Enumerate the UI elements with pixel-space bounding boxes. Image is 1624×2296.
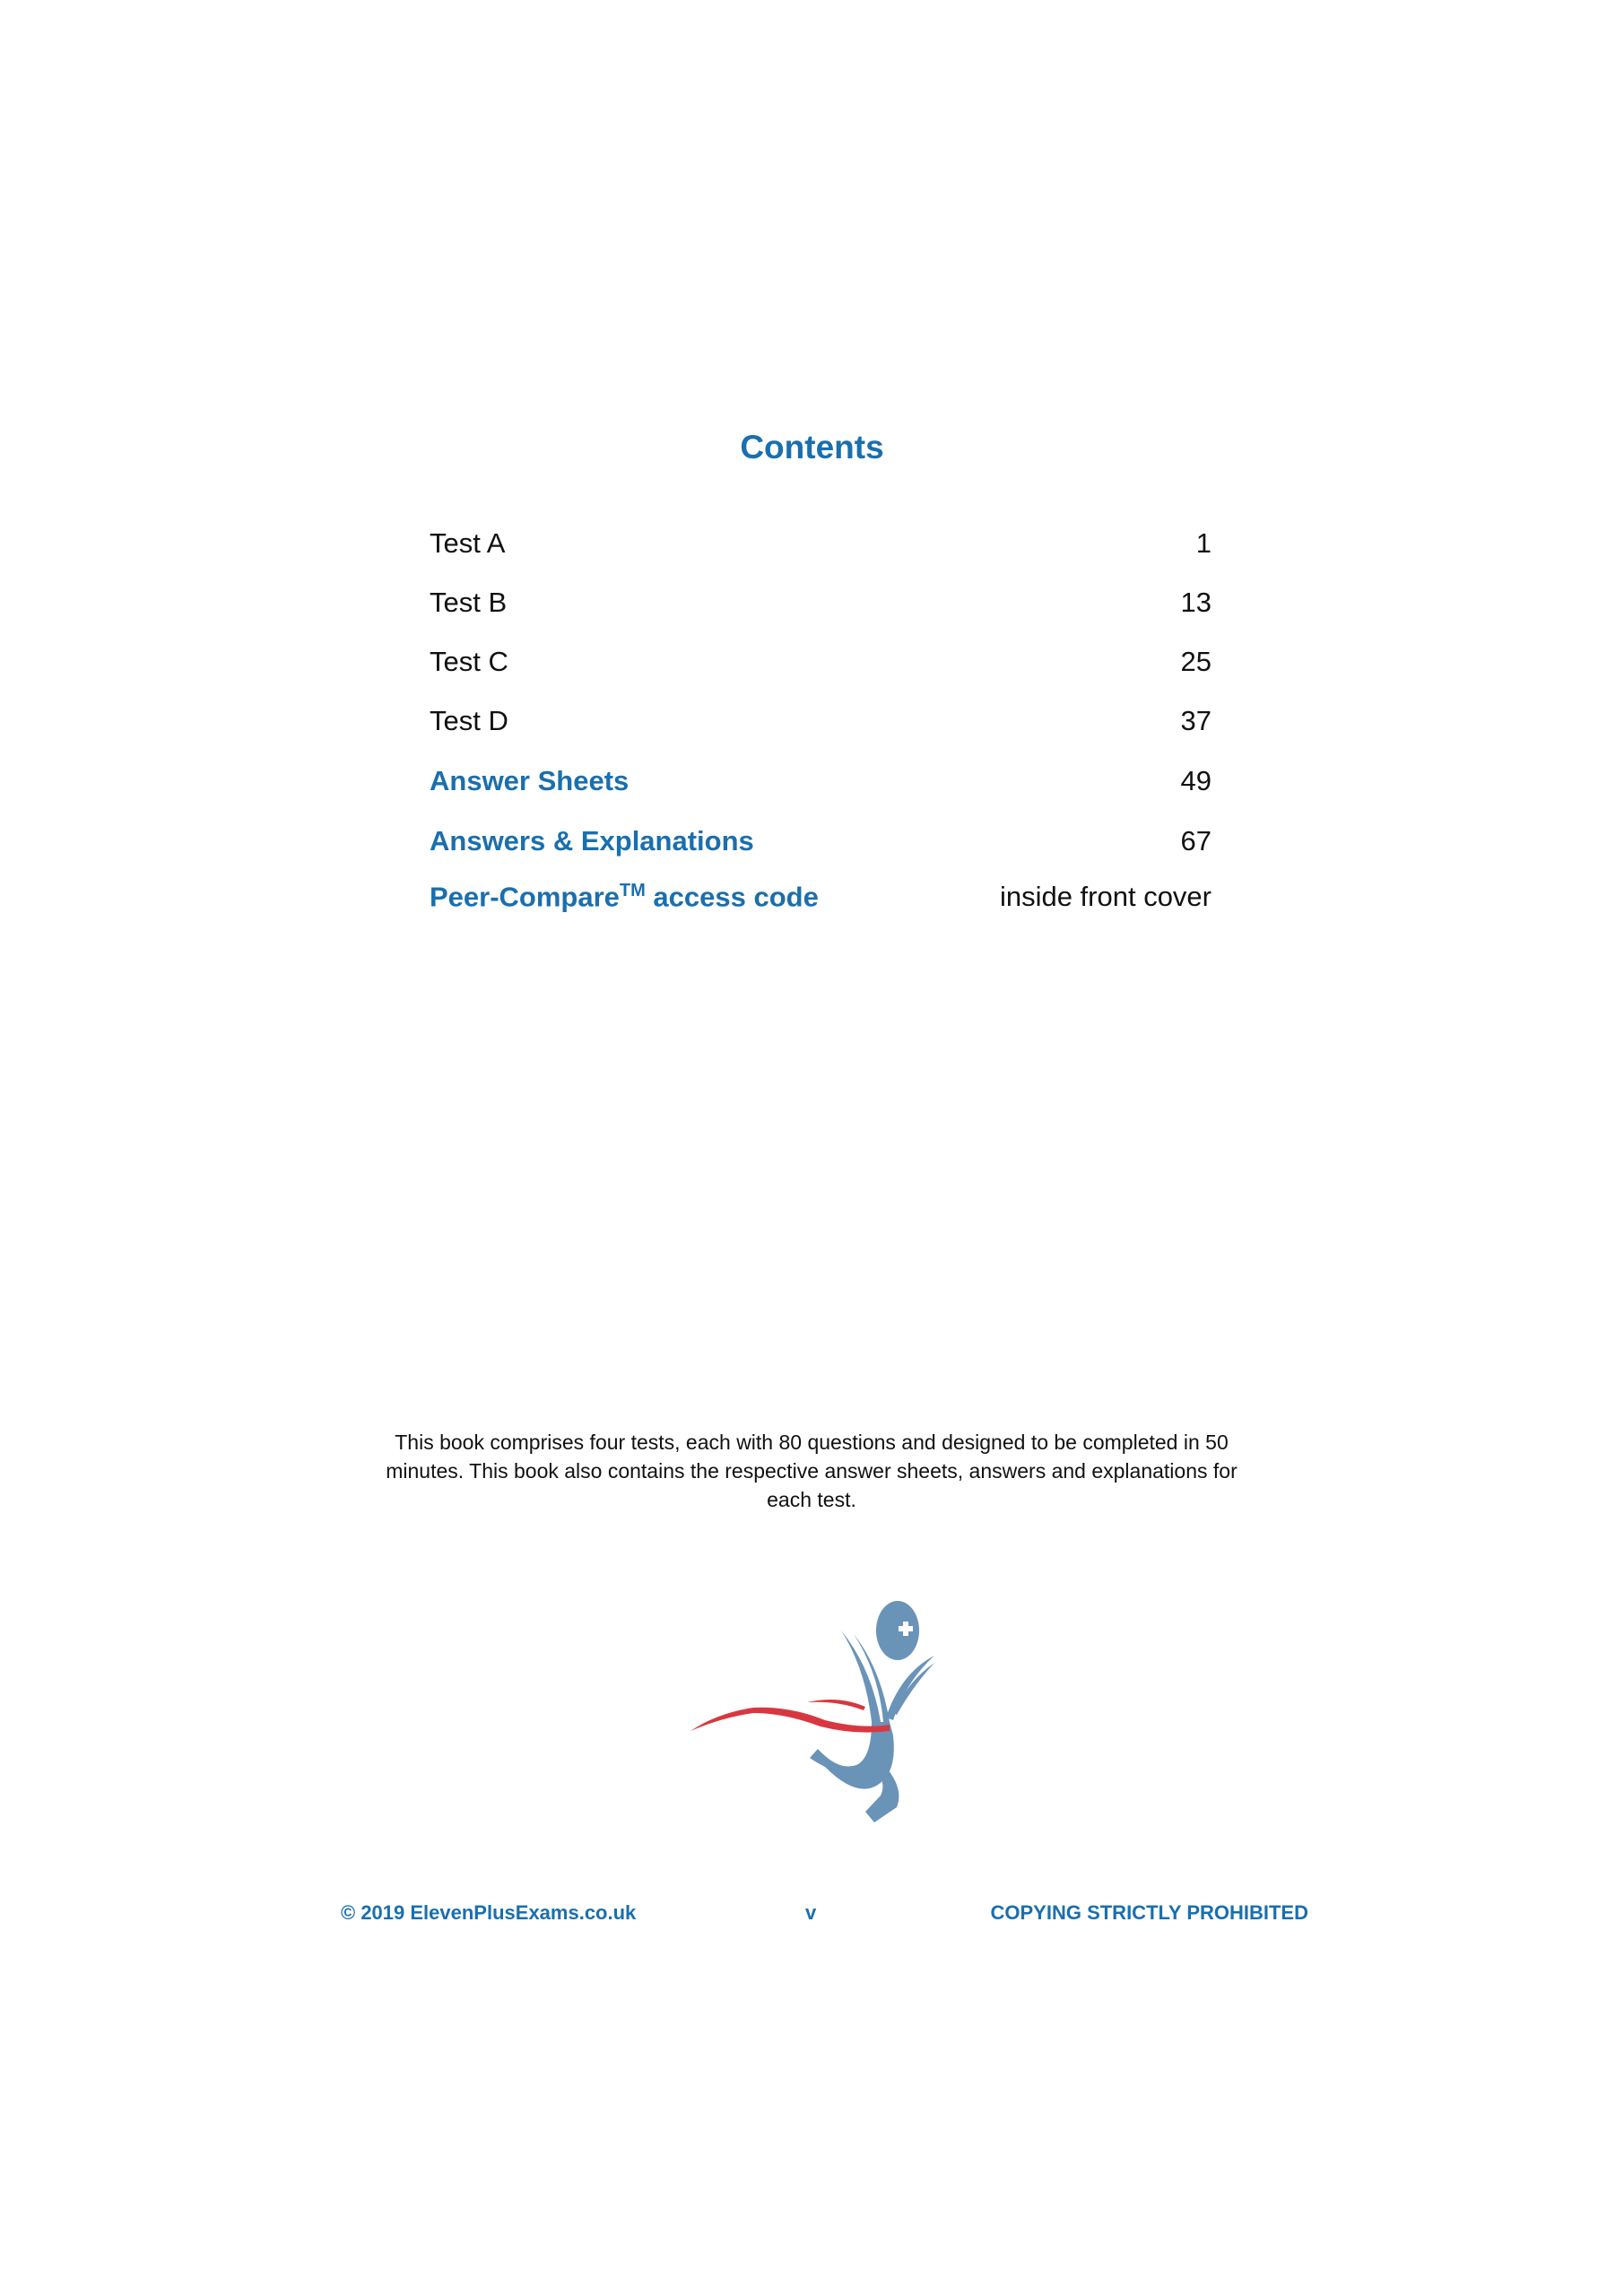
page-title: Contents: [740, 429, 884, 465]
toc-entry-label: Test C: [430, 646, 508, 677]
toc-entry-label: Test D: [430, 705, 508, 736]
toc-entry[interactable]: [430, 646, 1211, 691]
toc-entry[interactable]: [430, 527, 1211, 572]
toc-entry[interactable]: [430, 765, 1211, 810]
toc-entry[interactable]: [430, 825, 1211, 870]
toc-entry-page: 25: [1180, 646, 1211, 677]
toc-entry-page: inside front cover: [999, 881, 1211, 912]
toc-entry-page: 37: [1180, 705, 1211, 736]
footer-notice: COPYING STRICTLY PROHIBITED: [990, 1901, 1308, 1924]
toc-entry-page: 1: [1195, 527, 1211, 559]
footer-copyright: © 2019 ElevenPlusExams.co.uk: [341, 1901, 637, 1924]
toc-entry-page: 67: [1180, 825, 1211, 857]
finish-ribbon: [690, 1708, 890, 1733]
toc-entry[interactable]: [430, 881, 1211, 926]
toc-entry-label-suffix: access code: [645, 881, 819, 913]
toc-entry-label-main: Peer-Compare: [430, 881, 620, 913]
footer-page-number: v: [805, 1901, 817, 1924]
toc-entry-label: Test A: [430, 527, 506, 559]
runner-logo: [682, 1587, 951, 1848]
toc-entry[interactable]: [430, 705, 1211, 750]
toc-entry-page: 13: [1180, 587, 1211, 618]
book-description: This book comprises four tests, each with 80 questions and designed to be completed in 50 minutes. This book also contains the respective answer sheets, answers and explanations for each test.: [386, 1431, 1238, 1511]
trademark-sup: TM: [619, 881, 646, 900]
toc-entry-label: Test B: [430, 587, 508, 618]
toc-entry[interactable]: [430, 587, 1211, 631]
toc-entry-label: Answers & Explanations: [430, 825, 754, 857]
toc-entry-label: [430, 881, 819, 913]
toc-entry-page: 49: [1180, 765, 1211, 796]
toc-entry-label: Answer Sheets: [430, 765, 630, 796]
